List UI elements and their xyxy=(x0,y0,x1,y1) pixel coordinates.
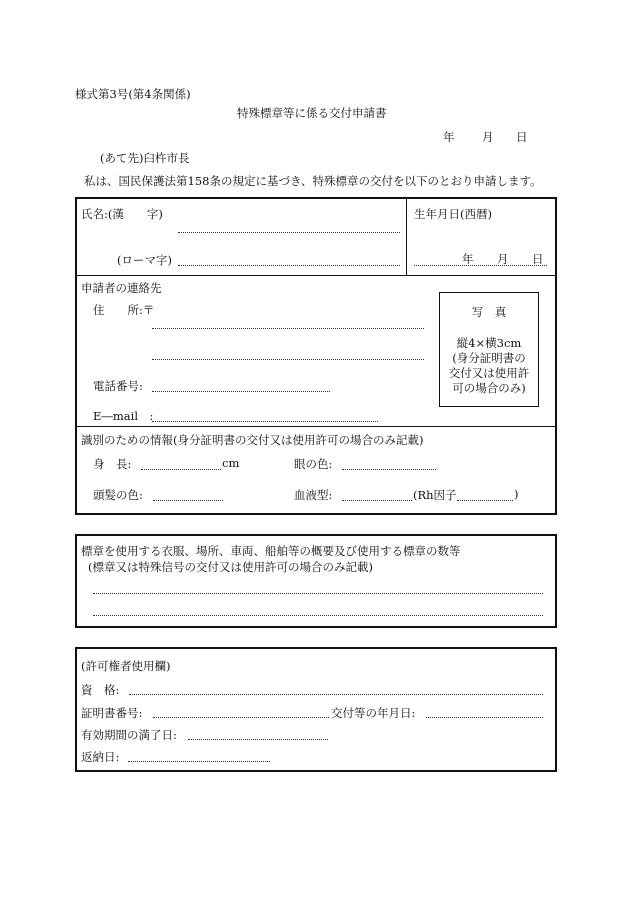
birthdate-field[interactable] xyxy=(414,265,547,266)
cert-number-label: 証明書番号: xyxy=(81,706,143,720)
height-unit: cm xyxy=(222,456,240,470)
birthdate-label: 生年月日(西暦) xyxy=(414,207,492,221)
cert-number-field[interactable] xyxy=(153,717,329,718)
rh-factor-label: (Rh因子 xyxy=(413,488,457,502)
birth-day-label: 日 xyxy=(532,252,544,266)
name-kanji-label: 氏名:(漢 字) xyxy=(81,207,163,221)
usage-field-line-1[interactable] xyxy=(93,593,543,594)
phone-label: 電話番号: xyxy=(93,379,143,393)
contact-label: 申請者の連絡先 xyxy=(81,281,162,295)
rh-factor-field[interactable] xyxy=(457,500,513,501)
photo-note-3: 可の場合のみ) xyxy=(452,381,526,395)
usage-description: 標章を使用する衣服、場所、車両、船舶等の概要及び使用する標章の数等 xyxy=(81,544,461,558)
date-year-label: 年 xyxy=(443,130,455,144)
date-month-label: 月 xyxy=(482,130,494,144)
name-romaji-field[interactable] xyxy=(178,265,400,266)
addressee: (あて先)臼杵市長 xyxy=(100,151,190,165)
id-info-label: 識別のための情報(身分証明書の交付又は使用許可の場合のみ記載) xyxy=(81,433,424,447)
name-romaji-label: (ローマ字) xyxy=(117,253,172,267)
qualification-label: 資 格: xyxy=(81,683,120,697)
photo-note-2: 交付又は使用許 xyxy=(448,366,530,380)
birth-month-label: 月 xyxy=(497,252,509,266)
photo-note-1: (身分証明書の xyxy=(452,351,526,365)
form-title: 特殊標章等に係る交付申請書 xyxy=(237,106,387,120)
email-field[interactable] xyxy=(152,421,378,422)
address-field-line-1[interactable] xyxy=(152,328,424,329)
hair-color-label: 頭髪の色: xyxy=(93,488,143,502)
photo-title: 写 真 xyxy=(471,305,507,319)
height-field[interactable] xyxy=(141,469,221,470)
issue-date-label: 交付等の年月日: xyxy=(331,706,416,720)
eye-color-label: 眼の色: xyxy=(294,457,333,471)
address-label: 住 所:〒 xyxy=(93,303,155,317)
hair-color-field[interactable] xyxy=(153,500,223,501)
return-date-field[interactable] xyxy=(128,761,270,762)
intro-statement: 私は、国民保護法第158条の規定に基づき、特殊標章の交付を以下のとおり申請します。 xyxy=(84,174,542,188)
name-kanji-field[interactable] xyxy=(178,232,400,233)
photo-size: 縦4×横3cm xyxy=(456,336,522,350)
divider-id-info xyxy=(75,426,557,427)
height-label: 身 長: xyxy=(93,457,132,471)
date-day-label: 日 xyxy=(516,130,528,144)
form-number: 様式第3号(第4条関係) xyxy=(75,87,191,101)
return-date-label: 返納日: xyxy=(81,750,120,764)
usage-note: (標章又は特殊信号の交付又は使用許可の場合のみ記載) xyxy=(88,560,373,574)
authority-heading: (許可権者使用欄) xyxy=(81,659,171,673)
birth-year-label: 年 xyxy=(462,252,474,266)
blood-type-label: 血液型: xyxy=(294,488,333,502)
rh-factor-close: ) xyxy=(514,487,519,501)
divider-contact xyxy=(75,275,557,276)
issue-date-field[interactable] xyxy=(426,717,543,718)
blood-type-field[interactable] xyxy=(342,500,412,501)
phone-field[interactable] xyxy=(152,391,330,392)
email-label: E―mail : xyxy=(93,409,154,423)
qualification-field[interactable] xyxy=(129,694,543,695)
expiry-date-field[interactable] xyxy=(188,739,328,740)
name-birthdate-divider xyxy=(406,197,407,275)
usage-field-line-2[interactable] xyxy=(93,615,543,616)
address-field-line-2[interactable] xyxy=(152,359,424,360)
expiry-date-label: 有効期間の満了日: xyxy=(81,728,177,742)
eye-color-field[interactable] xyxy=(342,469,436,470)
